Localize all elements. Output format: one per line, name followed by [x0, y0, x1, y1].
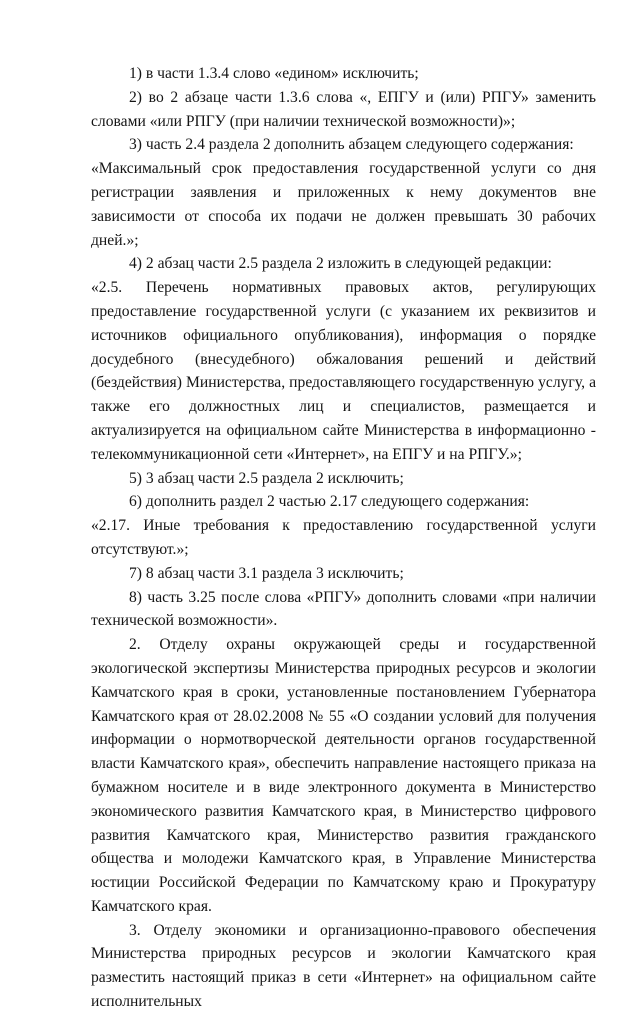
paragraph-item-5: 5) 3 абзац части 2.5 раздела 2 исключить; — [129, 469, 404, 487]
document-body — [91, 62, 596, 1014]
paragraph-item-4: 4) 2 абзац части 2.5 раздела 2 изложить в следующей редакции: — [129, 255, 552, 273]
paragraph-section-3: 3. Отделу экономики и организационно-правового обеспечения Министерства природных ресурсов и экологии Камчатского края разместить настоящий приказ в сети «Интернет» на официальном сайте исполнительных — [91, 921, 596, 1011]
paragraph-item-3: 3) часть 2.4 раздела 2 дополнить абзацем следующего содержания: — [129, 136, 574, 154]
paragraph-item-8: 8) часть 3.25 после слова «РПГУ» дополнить словами «при наличии технической возможности». — [91, 588, 596, 630]
paragraph-item-2: 2) во 2 абзаце части 1.3.6 слова «, ЕПГУ и (или) РПГУ» заменить словами «или РПГУ (при наличии технической возможности)»; — [91, 88, 596, 130]
quoted-paragraph-2-17: «2.17. Иные требования к предоставлению государственной услуги отсутствуют.»; — [91, 517, 596, 558]
paragraph-item-7: 7) 8 абзац части 3.1 раздела 3 исключить; — [129, 564, 404, 582]
quoted-paragraph-2-5: «2.5. Перечень нормативных правовых актов, регулирующих предоставление государственной услуги (с указанием их реквизитов и источников официального опубликования), информация о порядке досудебного (внесудебного) обжалования решений и действий (бездействия) Министерства, предоставляющего государственную услугу, а также его должностных лиц и специалистов, размещается и актуализируется на официальном сайте Министерства в информационно - телекоммуникационной сети «Интернет», на ЕПГУ и на РПГУ.»; — [91, 279, 596, 463]
paragraph-item-1: 1) в части 1.3.4 слово «едином» исключить; — [129, 65, 419, 82]
quoted-paragraph-max-term: «Максимальный срок предоставления государственной услуги со дня регистрации заявления и приложенных к нему документов вне зависимости от способа их подачи не должен превышать 30 рабочих дней.»; — [91, 160, 596, 249]
paragraph-section-2: 2. Отделу охраны окружающей среды и государственной экологической экспертизы Министерства природных ресурсов и экологии Камчатского края в сроки, установленные постановлением Губернатора Камчатского края от 28.02.2008 № 55 «О создании условий для получения информации о нормотворческой деятельности органов государственной власти Камчатского края», обеспечить направление настоящего приказа на бумажном носителе и в виде электронного документа в Министерство экономического развития Камчатского края, в Министерство цифрового развития Камчатского края, Министерство развития гражданского общества и молодежи Камчатского края, в Управление Министерства юстиции Российской Федерации по Камчатскому краю и Прокуратуру Камчатского края. — [91, 636, 596, 915]
paragraph-item-6: 6) дополнить раздел 2 частью 2.17 следующего содержания: — [129, 493, 530, 511]
